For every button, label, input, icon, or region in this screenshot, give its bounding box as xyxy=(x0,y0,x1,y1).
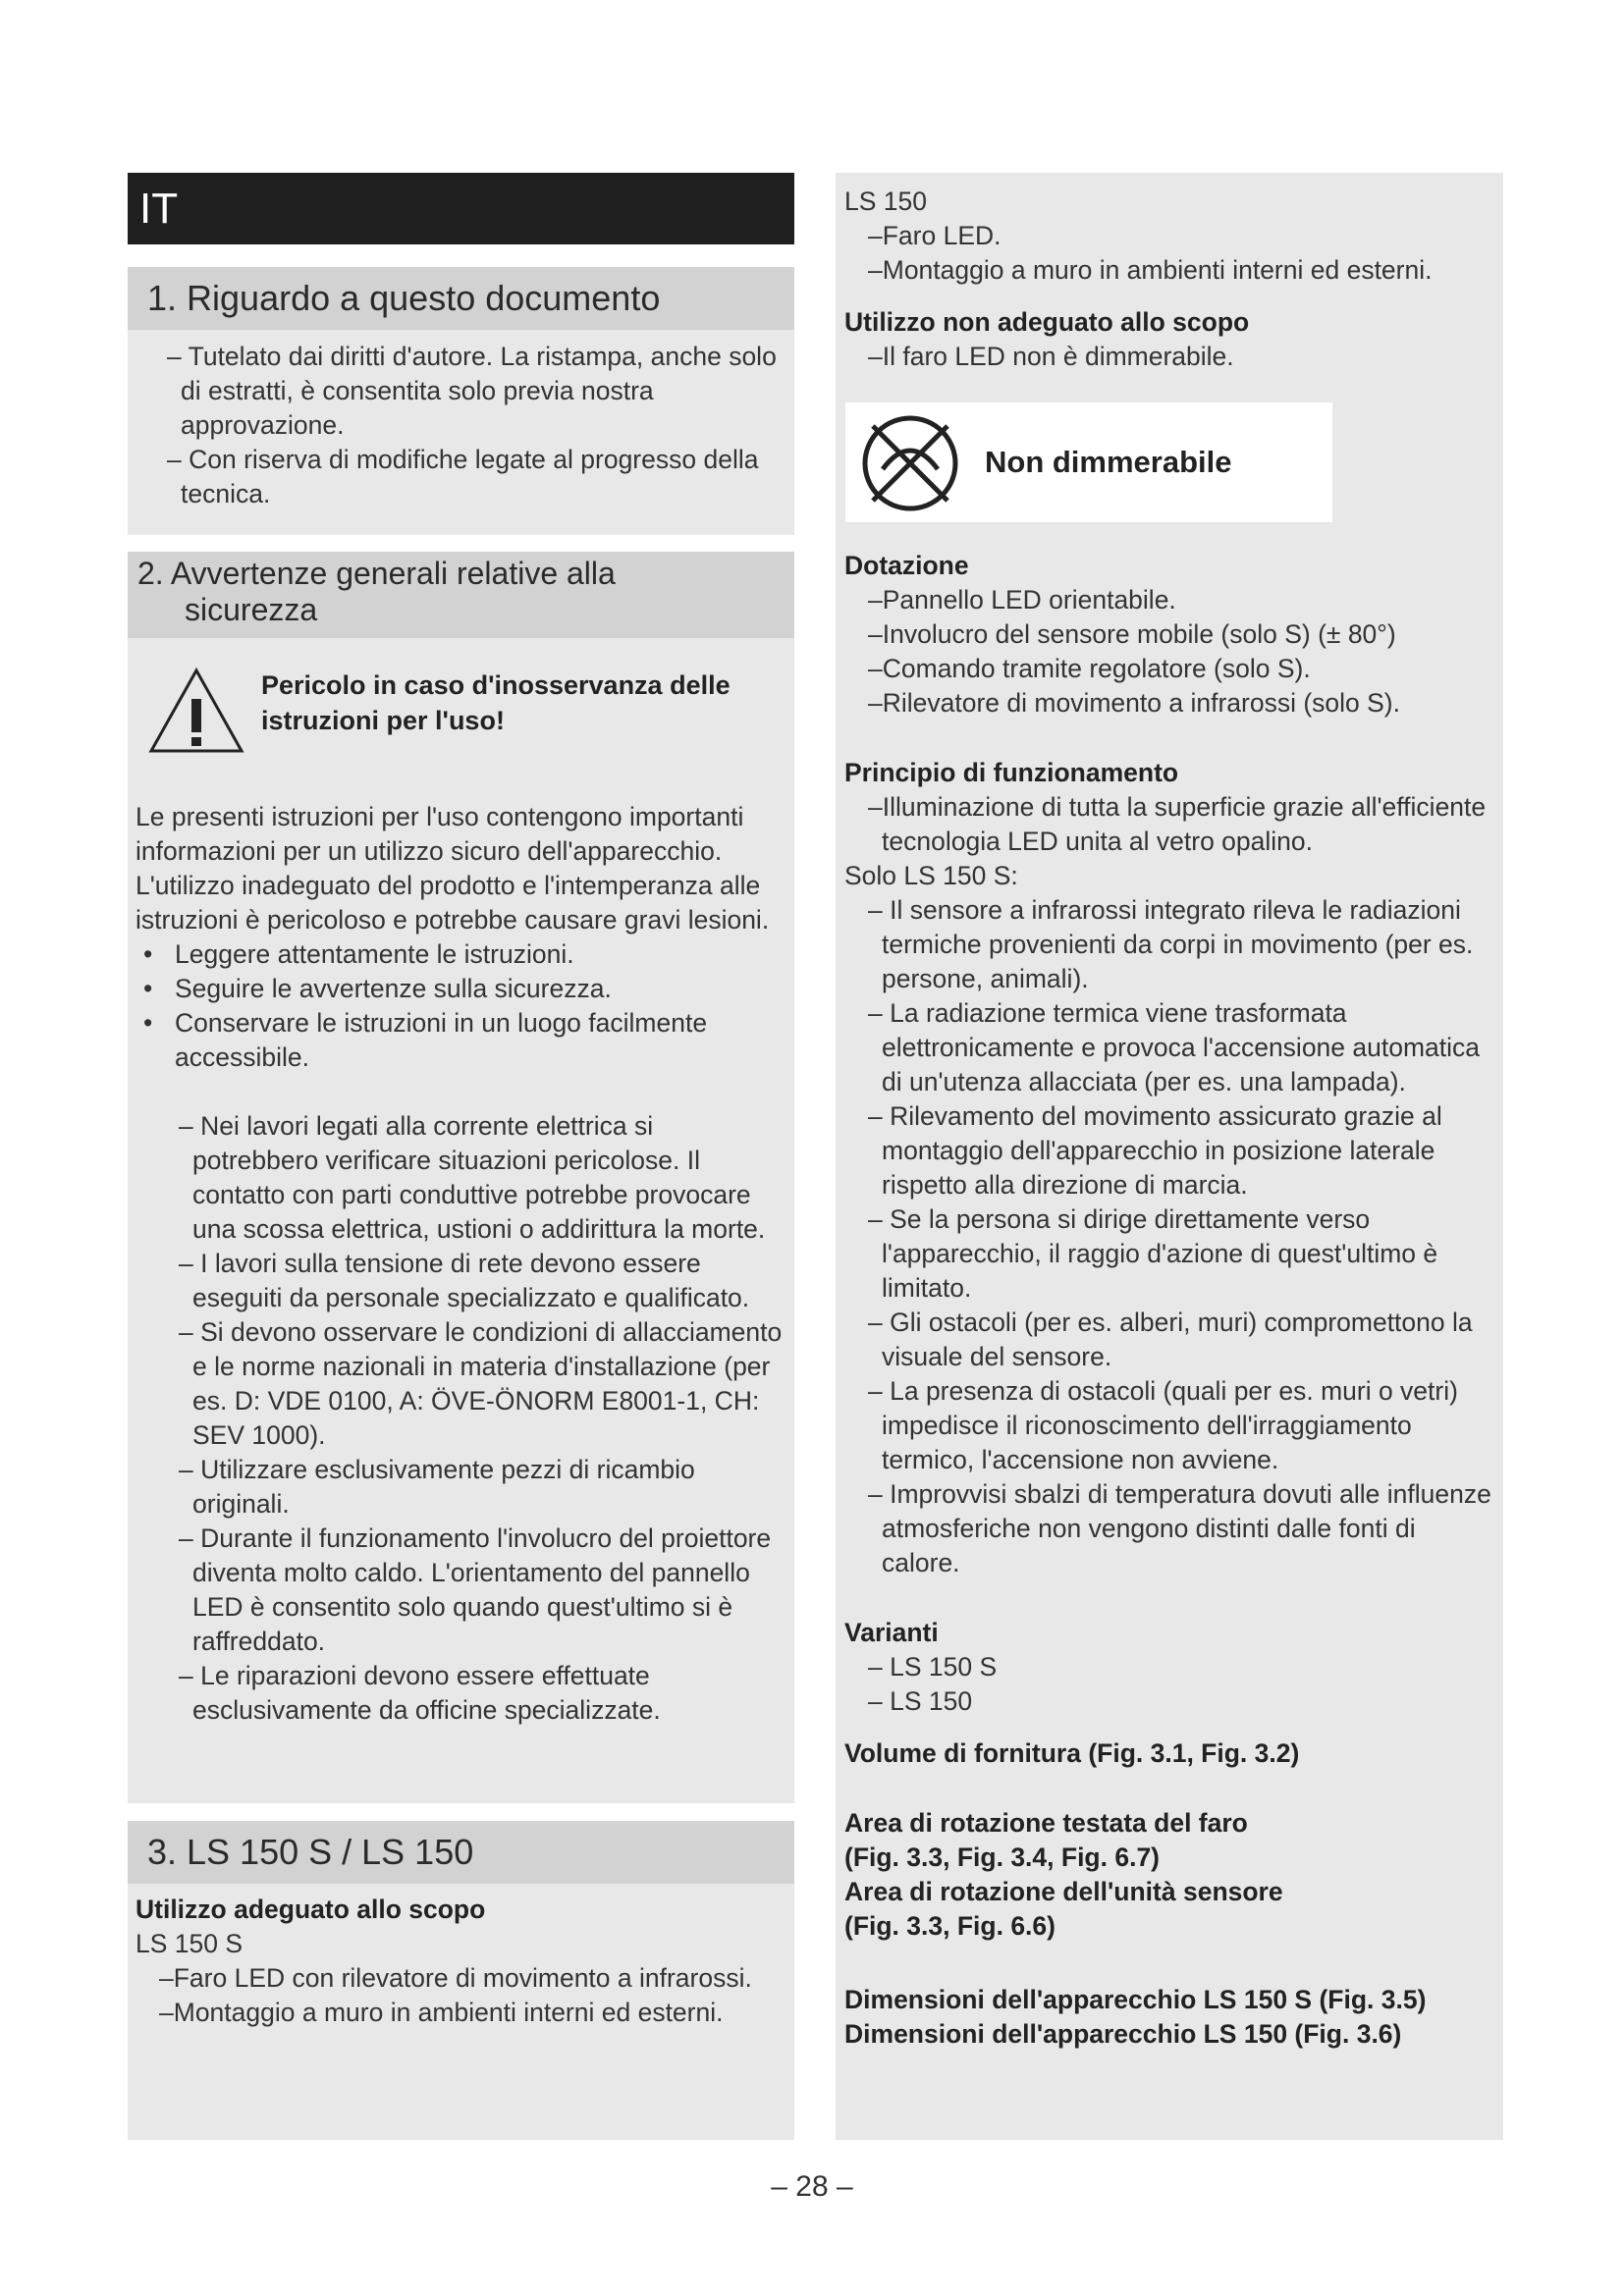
list-item: – Con riserva di modifiche legate al progresso della tecnica. xyxy=(167,445,759,508)
page-number: – 28 – xyxy=(771,2170,853,2203)
list-item: – I lavori sulla tensione di rete devono essere eseguiti da personale specializzato e qualificato. xyxy=(179,1249,750,1312)
rotation-sensor-title: Area di rotazione dell'unità sensore xyxy=(844,1877,1283,1906)
use-title: Utilizzo adeguato allo scopo xyxy=(135,1895,486,1924)
section-2-heading xyxy=(128,552,794,638)
list-item: – Nei lavori legati alla corrente elettrica si potrebbero verificare situazioni pericolose. Il contatto con parti conduttive potrebbe provocare una scossa elettrica, ustioni o addirittura la morte. xyxy=(179,1111,766,1244)
dimensions-s-title: Dimensioni dell'apparecchio LS 150 S (Fig. 3.5) xyxy=(844,1985,1427,2014)
principle-title: Principio di funzionamento xyxy=(844,758,1179,787)
section-2-heading-line2: sicurezza xyxy=(185,592,318,627)
intro-paragraph: Le presenti istruzioni per l'uso contengono importanti informazioni per un utilizzo sicuro dell'apparecchio. L'utilizzo inadeguato del prodotto e l'intemperanza alle istruzioni è pericoloso e potrebbe causare gravi lesioni. xyxy=(135,802,770,934)
supply-title: Volume di fornitura (Fig. 3.1, Fig. 3.2) xyxy=(844,1738,1300,1768)
non-dimmable-box xyxy=(845,402,1332,522)
only-s-label: Solo LS 150 S: xyxy=(844,861,1018,890)
section-1-body xyxy=(147,340,800,511)
right-top xyxy=(844,185,1497,374)
non-dimmable-label: Non dimmerabile xyxy=(985,445,1232,479)
bullet-item: • Leggere attentamente le istruzioni. xyxy=(135,937,784,972)
list-item: – Rilevamento del movimento assicurato grazie al montaggio dell'apparecchio in posizione laterale rispetto alla direzione di marcia. xyxy=(868,1101,1442,1200)
list-item: – Le riparazioni devono essere effettuate esclusivamente da officine specializzate. xyxy=(179,1661,661,1725)
section-1-heading: 1. Riguardo a questo documento xyxy=(128,267,794,330)
list-item: –Pannello LED orientabile. xyxy=(868,585,1176,614)
list-item: – La presenza di ostacoli (quali per es. muri o vetri) impedisce il riconoscimento dell'irraggiamento termico, l'accensione non avviene. xyxy=(868,1376,1458,1474)
section-2-body xyxy=(135,800,784,1728)
warning-text: Pericolo in caso d'inosservanza delle istruzioni per l'uso! xyxy=(261,670,731,735)
equipment-title: Dotazione xyxy=(844,551,969,580)
section-3-heading: 3. LS 150 S / LS 150 xyxy=(128,1821,794,1884)
list-item: – La radiazione termica viene trasformata elettronicamente e provoca l'accensione automatica di un'utenza allacciata (per es. una lampada). xyxy=(868,998,1481,1096)
list-item: – Utilizzare esclusivamente pezzi di ricambio originali. xyxy=(179,1455,695,1519)
list-item: – Si devono osservare le condizioni di allacciamento e le norme nazionali in materia d'installazione (per es. D: VDE 0100, A: ÖVE-ÖNORM E8001-1, CH: SEV 1000). xyxy=(179,1317,783,1450)
rotation-sensor-figs: (Fig. 3.3, Fig. 6.6) xyxy=(844,1911,1056,1941)
list-item: –Faro LED. xyxy=(868,221,1001,250)
section-3-body xyxy=(135,1893,784,2030)
list-item: –Illuminazione di tutta la superficie grazie all'efficiente tecnologia LED unita al vetro opalino. xyxy=(868,792,1487,856)
warning-triangle-icon xyxy=(147,666,245,756)
list-item: – Improvvisi sbalzi di temperatura dovuti alle influenze atmosferiche non vengono distinti dalle fonti di calore. xyxy=(868,1479,1491,1577)
list-item: – LS 150 xyxy=(868,1686,973,1716)
list-item: –Involucro del sensore mobile (solo S) (± 80°) xyxy=(868,619,1396,649)
right-middle xyxy=(844,549,1497,2052)
list-item: – Il sensore a infrarossi integrato rileva le radiazioni termiche provenienti da corpi in movimento (per es. persone, animali). xyxy=(868,895,1474,993)
language-tab: IT xyxy=(128,173,794,244)
list-item: – Gli ostacoli (per es. alberi, muri) compromettono la visuale del sensore. xyxy=(868,1308,1473,1371)
list-item: –Il faro LED non è dimmerabile. xyxy=(868,342,1234,371)
dimensions-title: Dimensioni dell'apparecchio LS 150 (Fig. 3.6) xyxy=(844,2019,1402,2049)
list-item: –Montaggio a muro in ambienti interni ed esterni. xyxy=(868,255,1433,285)
rotation-head-figs: (Fig. 3.3, Fig. 3.4, Fig. 6.7) xyxy=(844,1842,1161,1872)
misuse-title: Utilizzo non adeguato allo scopo xyxy=(844,307,1250,337)
bullet-item: • Seguire le avvertenze sulla sicurezza. xyxy=(135,972,784,1006)
bullet-item: • Conservare le istruzioni in un luogo facilmente accessibile. xyxy=(135,1006,784,1075)
list-item: –Faro LED con rilevatore di movimento a infrarossi. xyxy=(159,1963,752,1993)
rotation-head-title: Area di rotazione testata del faro xyxy=(844,1808,1248,1838)
model-s-label: LS 150 S xyxy=(135,1929,244,1958)
list-item: –Montaggio a muro in ambienti interni ed esterni. xyxy=(159,1998,724,2027)
section-2-heading-line1: 2. Avvertenze generali relative alla xyxy=(137,556,616,591)
list-item: –Rilevatore di movimento a infrarossi (solo S). xyxy=(868,688,1400,718)
list-item: –Comando tramite regolatore (solo S). xyxy=(868,654,1311,683)
list-item: – LS 150 S xyxy=(868,1652,998,1682)
non-dimmable-icon xyxy=(859,412,961,514)
variants-title: Varianti xyxy=(844,1618,939,1647)
list-item: – Tutelato dai diritti d'autore. La ristampa, anche solo di estratti, è consentita solo previa nostra approvazione. xyxy=(167,342,777,440)
list-item: – Se la persona si dirige direttamente verso l'apparecchio, il raggio d'azione di quest'ultimo è limitato. xyxy=(868,1204,1438,1303)
list-item: – Durante il funzionamento l'involucro del proiettore diventa molto caldo. L'orientamento del pannello LED è consentito solo quando quest'ultimo si è raffreddato. xyxy=(179,1523,772,1656)
model-label: LS 150 xyxy=(844,187,927,216)
